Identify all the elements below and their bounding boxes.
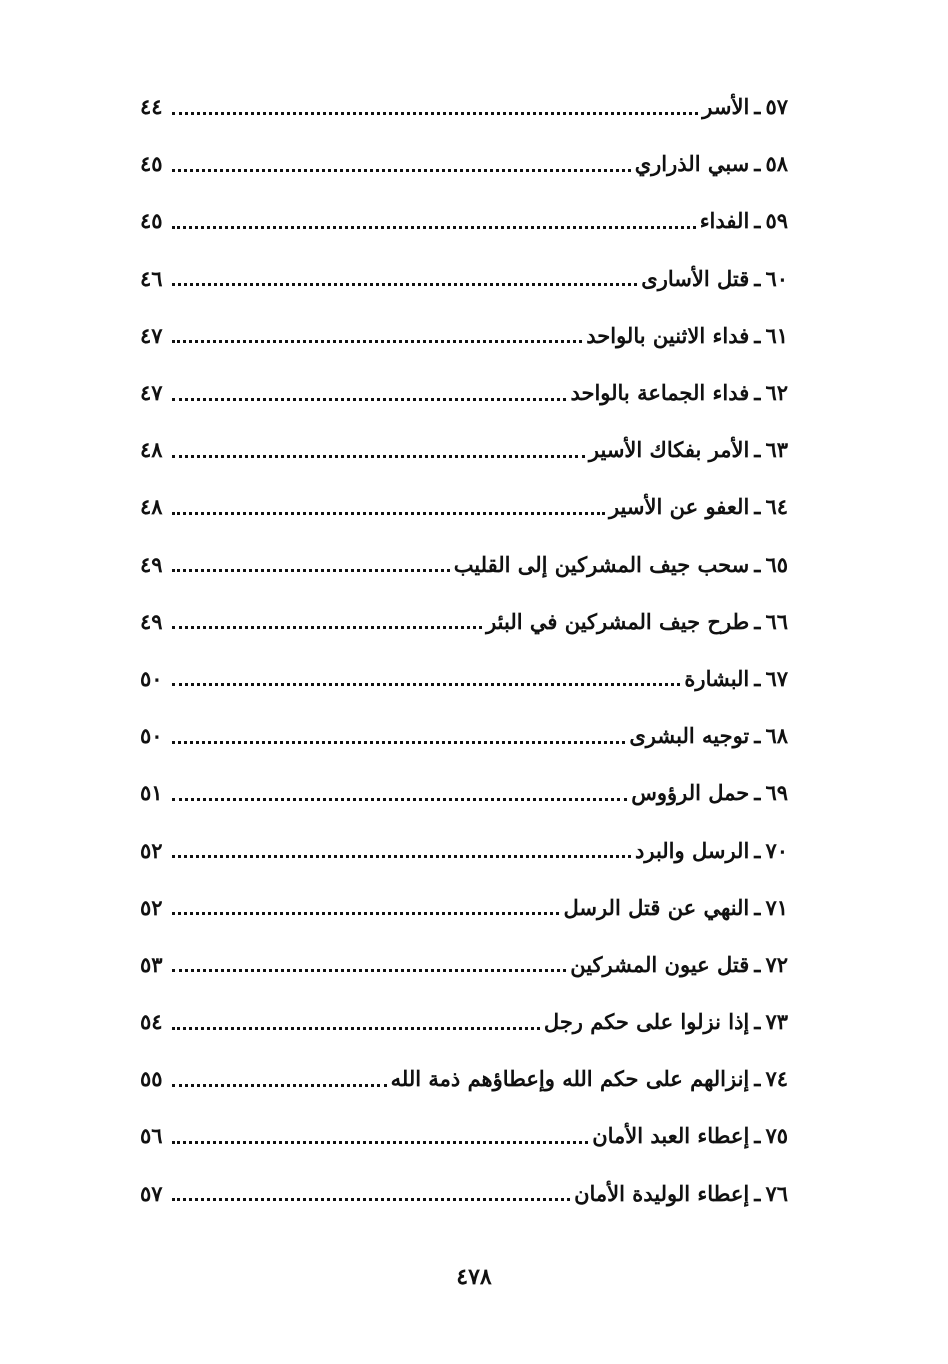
entry-number: ٦٨ [765, 723, 788, 749]
entry-separator: ـ [754, 1180, 761, 1206]
entry-title: البشارة [684, 665, 750, 691]
entry-number: ٦٢ [765, 380, 788, 406]
entry-page-number: ٥٢ [140, 837, 163, 863]
entry-number: ٧٢ [765, 951, 788, 977]
entry-number: ٦١ [765, 322, 788, 348]
entry-separator: ـ [754, 380, 761, 406]
entry-page-number: ٤٥ [140, 151, 163, 177]
entry-page-number: ٤٨ [140, 437, 163, 463]
entry-number: ٦٠ [765, 265, 788, 291]
dot-leader [172, 282, 637, 286]
entry-title: حمل الرؤوس [631, 780, 750, 806]
page-number: ٤٧٨ [456, 1264, 492, 1290]
entry-title: الأسر [702, 94, 750, 120]
toc-entry [140, 250, 788, 307]
entry-number: ٦٤ [765, 494, 788, 520]
entry-page-number: ٤٧ [140, 322, 163, 348]
entry-page-number: ٥٢ [140, 894, 163, 920]
entry-title: فداء الاثنين بالواحد [586, 322, 750, 348]
entry-title: الفداء [699, 208, 750, 234]
entry-page-number: ٤٨ [140, 494, 163, 520]
entry-number: ٦٧ [765, 665, 788, 691]
entry-separator: ـ [754, 608, 761, 634]
entry-separator: ـ [754, 780, 761, 806]
entry-page-number: ٤٤ [140, 94, 163, 120]
entry-separator: ـ [754, 265, 761, 291]
dot-leader [172, 1026, 540, 1030]
entry-separator: ـ [754, 322, 761, 348]
entry-separator: ـ [754, 837, 761, 863]
toc-entry [140, 650, 788, 707]
entry-page-number: ٤٦ [140, 265, 163, 291]
dot-leader [172, 682, 680, 686]
entry-number: ٧٦ [765, 1180, 788, 1206]
entry-title: توجيه البشرى [629, 723, 750, 749]
entry-title: فداء الجماعة بالواحد [570, 380, 750, 406]
entry-number: ٥٩ [765, 208, 788, 234]
dot-leader [172, 625, 482, 629]
entry-separator: ـ [754, 551, 761, 577]
entry-title: إذا نزلوا على حكم رجل [543, 1009, 750, 1035]
dot-leader [172, 797, 627, 801]
entry-separator: ـ [754, 94, 761, 120]
dot-leader [172, 568, 450, 572]
entry-separator: ـ [754, 494, 761, 520]
dot-leader [172, 968, 566, 972]
toc-entry [140, 821, 788, 878]
dot-leader [172, 454, 585, 458]
entry-title: إعطاء الوليدة الأمان [574, 1180, 750, 1206]
entry-title: قتل الأسارى [641, 265, 750, 291]
entry-number: ٦٩ [765, 780, 788, 806]
entry-title: الأمر بفكاك الأسير [588, 437, 750, 463]
dot-leader [172, 1140, 588, 1144]
entry-title: طرح جيف المشركين في البئر [486, 608, 750, 634]
dot-leader [172, 168, 631, 172]
entry-page-number: ٥٣ [140, 951, 163, 977]
entry-page-number: ٤٩ [140, 551, 163, 577]
entry-separator: ـ [754, 665, 761, 691]
entry-separator: ـ [754, 723, 761, 749]
toc-entry [140, 764, 788, 821]
dot-leader [172, 397, 566, 401]
toc-entry [140, 593, 788, 650]
entry-number: ٧٤ [765, 1066, 788, 1092]
entry-title: العفو عن الأسير [608, 494, 750, 520]
entry-number: ٥٨ [765, 151, 788, 177]
toc-entry [140, 135, 788, 192]
entry-title: سحب جيف المشركين إلى القليب [453, 551, 750, 577]
entry-page-number: ٤٩ [140, 608, 163, 634]
table-of-contents [140, 78, 788, 1222]
entry-title: قتل عيون المشركين [570, 951, 750, 977]
toc-entry [140, 78, 788, 135]
entry-page-number: ٥٥ [140, 1066, 163, 1092]
toc-entry [140, 421, 788, 478]
entry-separator: ـ [754, 1066, 761, 1092]
dot-leader [172, 740, 625, 744]
entry-page-number: ٥٠ [140, 723, 163, 749]
entry-separator: ـ [754, 894, 761, 920]
dot-leader [172, 1083, 387, 1087]
dot-leader [172, 225, 696, 229]
entry-title: إنزالهم على حكم الله وإعطاؤهم ذمة الله [390, 1066, 750, 1092]
entry-page-number: ٥٦ [140, 1123, 163, 1149]
entry-separator: ـ [754, 151, 761, 177]
toc-entry [140, 993, 788, 1050]
toc-entry [140, 307, 788, 364]
entry-number: ٥٧ [765, 94, 788, 120]
toc-entry [140, 192, 788, 249]
entry-title: النهي عن قتل الرسل [563, 894, 750, 920]
entry-page-number: ٥٧ [140, 1180, 163, 1206]
entry-title: إعطاء العبد الأمان [592, 1123, 750, 1149]
dot-leader [172, 111, 698, 115]
toc-entry [140, 1050, 788, 1107]
dot-leader [172, 1197, 570, 1201]
toc-entry [140, 536, 788, 593]
dot-leader [172, 911, 559, 915]
toc-entry [140, 1107, 788, 1164]
entry-page-number: ٥٠ [140, 665, 163, 691]
entry-separator: ـ [754, 1009, 761, 1035]
toc-entry [140, 936, 788, 993]
entry-number: ٧١ [765, 894, 788, 920]
entry-page-number: ٤٧ [140, 380, 163, 406]
dot-leader [172, 339, 582, 343]
entry-title: سبي الذراري [634, 151, 750, 177]
entry-title: الرسل والبرد [635, 837, 750, 863]
dot-leader [172, 511, 605, 515]
toc-entry [140, 478, 788, 535]
toc-entry [140, 707, 788, 764]
dot-leader [172, 854, 631, 858]
toc-entry [140, 1165, 788, 1222]
entry-separator: ـ [754, 208, 761, 234]
entry-separator: ـ [754, 951, 761, 977]
toc-entry [140, 879, 788, 936]
entry-number: ٧٥ [765, 1123, 788, 1149]
entry-page-number: ٥٤ [140, 1009, 163, 1035]
entry-page-number: ٤٥ [140, 208, 163, 234]
toc-entry [140, 364, 788, 421]
entry-number: ٦٣ [765, 437, 788, 463]
entry-separator: ـ [754, 437, 761, 463]
entry-number: ٧٣ [765, 1009, 788, 1035]
entry-number: ٦٥ [765, 551, 788, 577]
entry-number: ٦٦ [765, 608, 788, 634]
entry-number: ٧٠ [765, 837, 788, 863]
entry-separator: ـ [754, 1123, 761, 1149]
entry-page-number: ٥١ [140, 780, 163, 806]
